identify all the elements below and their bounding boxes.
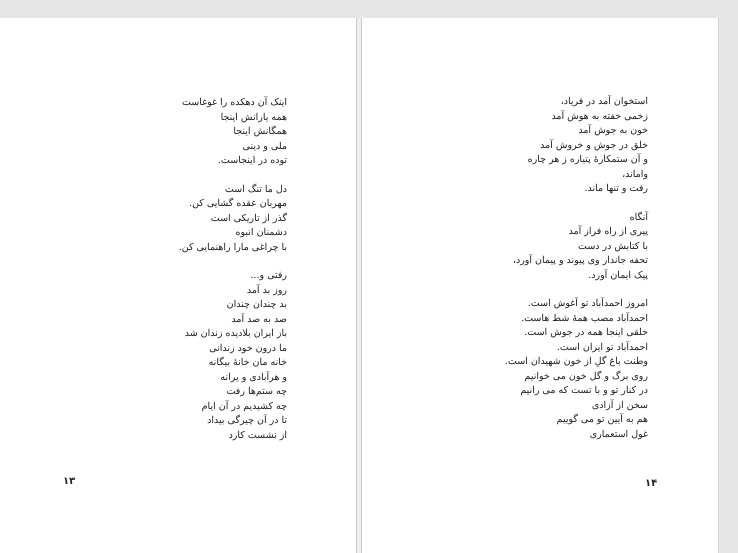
poem-line: روی برگ و گل خون می خوانیم bbox=[524, 370, 648, 382]
poem-line: تحفه جاندار وی پیوند و پیمان آورد، bbox=[512, 255, 648, 266]
poem-line: چه کشیدیم در آن ایام bbox=[201, 400, 287, 412]
poem-line: پیک ایمان آورد. bbox=[588, 269, 648, 281]
poem-line: زخمی خفته به هوش آمد bbox=[551, 110, 648, 122]
poem-line: امروز احمدآباد تو آغوش است. bbox=[527, 298, 648, 309]
poem-line: خانه مان خانهٔ بیگانه bbox=[208, 357, 287, 368]
poem-line: سخن از آزادی bbox=[591, 399, 648, 411]
poem-line: باز ایران بلادیده زندان شد bbox=[184, 328, 287, 339]
viewer-margin bbox=[720, 0, 738, 553]
poem-line: با چراغی مارا راهنمایی کن. bbox=[178, 241, 287, 253]
poem-line: دل ما تنگ است bbox=[224, 183, 287, 195]
poem-line: و آن ستمکارهٔ پتیاره ز هر چاره bbox=[527, 154, 648, 165]
poem-line: آنگاه bbox=[629, 211, 648, 223]
poem-line: دشمنان انبوه bbox=[235, 227, 287, 238]
poem-line: بد چندان چندان bbox=[226, 299, 287, 310]
poem-line: استخوان آمد در فریاد، bbox=[560, 96, 648, 107]
poem-line: خلقی اینجا همه در جوش است. bbox=[524, 327, 648, 338]
poem-line: پیری از راه فراز آمد bbox=[568, 226, 648, 237]
stanza-break bbox=[179, 255, 287, 269]
right-page-poem bbox=[505, 95, 648, 442]
poem-line: واماند، bbox=[622, 168, 648, 180]
poem-line: اینک آن دهکده را غوغاست bbox=[181, 97, 287, 108]
poem-line: از نشست کارد bbox=[228, 429, 287, 441]
left-page-number: ۱۳ bbox=[63, 476, 76, 487]
stanza-break bbox=[505, 197, 648, 211]
left-page-poem bbox=[179, 96, 287, 443]
poem-line: گذر از تاریکی است bbox=[210, 212, 287, 224]
poem-line: وطنت باغ گلِ از خون شهیدان است. bbox=[504, 356, 648, 367]
stanza-break bbox=[179, 169, 287, 183]
poem-line: صد به صد آمد bbox=[231, 313, 287, 325]
left-page bbox=[0, 18, 357, 553]
right-page bbox=[361, 18, 719, 553]
poem-line: و هرآبادی و یرانه bbox=[220, 371, 287, 383]
poem-line: مهربان عقده گشایی کن. bbox=[189, 198, 287, 209]
poem-line: احمدآباد تو ایران است. bbox=[556, 341, 648, 353]
poem-line: ملی و دینی bbox=[242, 140, 287, 152]
poem-line: غول استعماری bbox=[589, 428, 648, 440]
poem-line: رفتی و... bbox=[250, 270, 287, 281]
right-page-number: ۱۴ bbox=[645, 478, 658, 489]
poem-line: هم به آیین تو می گوییم bbox=[556, 414, 648, 425]
poem-line: روز بد آمد bbox=[246, 284, 287, 296]
poem-line: با کتابش در دست bbox=[578, 240, 648, 252]
poem-line: خون به جوش آمد bbox=[578, 125, 648, 136]
stanza-break bbox=[505, 283, 648, 297]
poem-line: تا در آن چیرگی بیداد bbox=[207, 415, 287, 426]
poem-line: چه ستم‌ها رفت bbox=[226, 386, 287, 397]
poem-line: توده در اینجاست. bbox=[217, 155, 287, 166]
poem-line: احمدآباد مصب همهٔ شط هاست. bbox=[521, 312, 648, 324]
poem-line: خلق در جوش و خروش آمد bbox=[540, 139, 648, 151]
poem-line: ما درون خود زندانی bbox=[209, 342, 287, 354]
poem-line: در کنار تو و با تست که می رانیم bbox=[520, 385, 648, 396]
poem-line: رفت و تنها ماند. bbox=[584, 183, 648, 194]
poem-line: همه یارانش اینجا bbox=[220, 111, 287, 123]
poem-line: همگانش اینجا bbox=[233, 126, 287, 137]
